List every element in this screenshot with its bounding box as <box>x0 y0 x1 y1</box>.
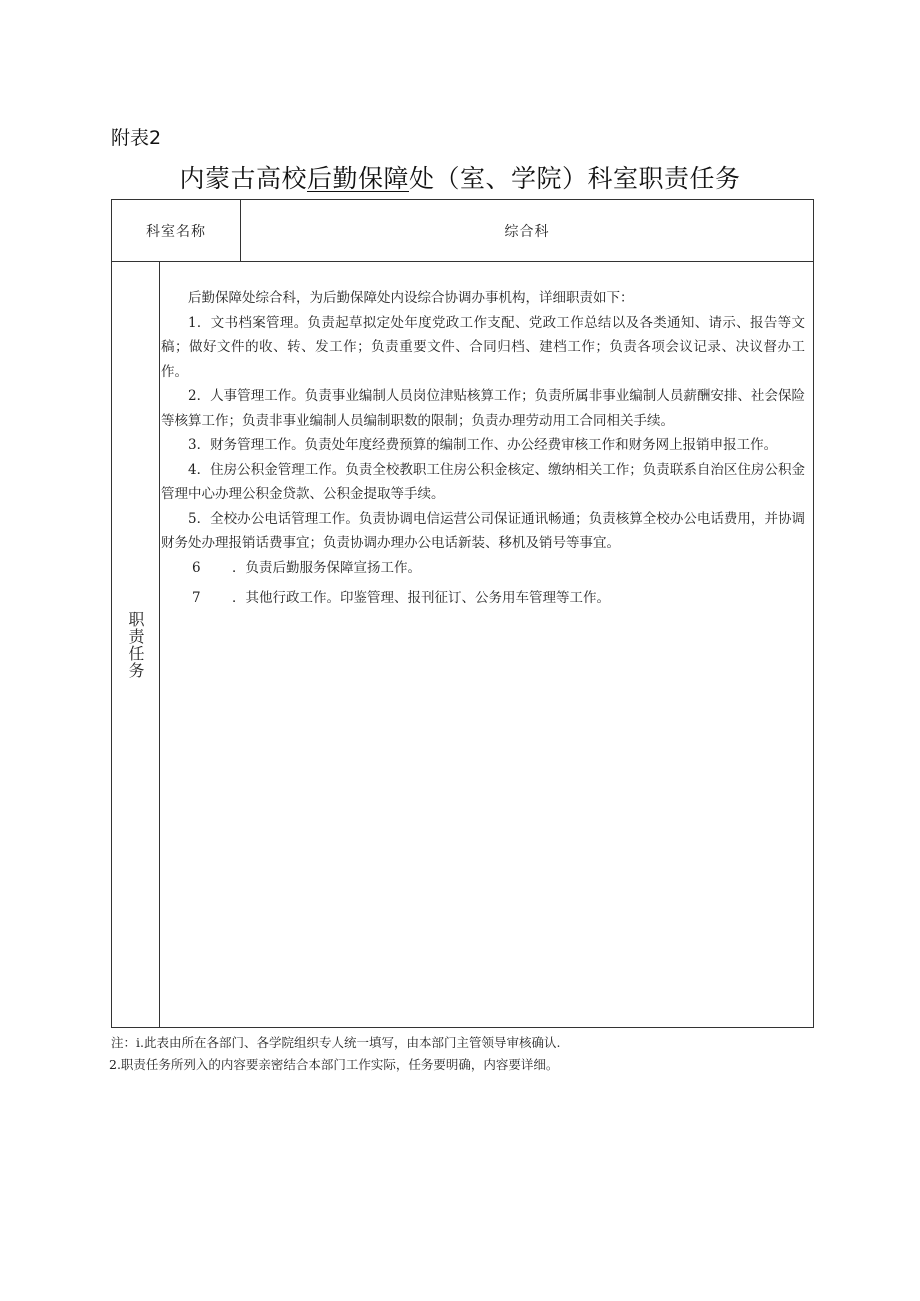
duty-item-3: 3．财务管理工作。负责处年度经费预算的编制工作、办公经费审核工作和财务网上报销申报工作。 <box>188 437 778 453</box>
duty-item-1: 1．文书档案管理。负责起草拟定处年度党政工作支配、党政工作总结以及各类通知、请示、报告等文稿；做好文件的收、转、发工作；负责重要文件、合同归档、建档工作；负责各项会议记录、决议督办工作。 <box>161 314 805 380</box>
title-part-1: 内蒙古高校 <box>179 164 307 193</box>
title-part-2: 处（室、学院）科室职责任务 <box>409 164 741 193</box>
duty-item-6-text: ．负责后勤服务保障宣扬工作。 <box>232 559 422 576</box>
duty-item-7-text: ．其他行政工作。印鉴管理、报刊征订、公务用车管理等工作。 <box>232 590 611 606</box>
duties-side-label <box>112 262 160 1027</box>
duty-item-7 <box>161 586 805 611</box>
table-header-row <box>112 200 813 262</box>
duty-item-5: 5．全校办公电话管理工作。负责协调电信运营公司保证通讯畅通；负责核算全校办公电话费用，并协调财务处办理报销话费事宜；负责协调办理办公电话新装、移机及销号等事宜。 <box>161 510 805 551</box>
duty-table <box>111 199 814 1028</box>
duty-item-2: 2．人事管理工作。负责事业编制人员岗位津贴核算工作；负责所属非事业编制人员薪酬安排、社会保险等核算工作；负责非事业编制人员编制职数的限制；负责办理劳动用工合同相关手续。 <box>161 388 805 429</box>
document-title <box>0 162 920 196</box>
table-body-row <box>112 262 813 1027</box>
footnotes <box>111 1032 560 1076</box>
duty-item-6 <box>161 556 805 581</box>
duties-side-label-text: 职责任务 <box>126 610 145 679</box>
duty-item-4: 4．住房公积金管理工作。负责全校教职工住房公积金核定、缴纳相关工作；负责联系自治区住房公积金管理中心办理公积金贷款、公积金提取等手续。 <box>161 461 805 502</box>
attachment-label: 附表2 <box>111 127 162 149</box>
duty-item-7-number: 7 <box>192 590 201 606</box>
duties-intro: 后勤保障处综合科，为后勤保障处内设综合协调办事机构，详细职责如下： <box>188 290 634 306</box>
department-name-value: 综合科 <box>504 223 550 240</box>
duties-content <box>161 286 805 611</box>
department-name-label: 科室名称 <box>112 200 241 261</box>
duty-item-6-number: 6 <box>192 559 201 576</box>
footnote-1: 注：i.此表由所在各部门、各学院组织专人统一填写，由本部门主管领导审核确认. <box>111 1035 561 1050</box>
footnote-2: 2.职责任务所列入的内容要亲密结合本部门工作实际，任务要明确，内容要详细。 <box>109 1057 559 1072</box>
title-part-underlined: 后勤保障 <box>306 164 409 193</box>
